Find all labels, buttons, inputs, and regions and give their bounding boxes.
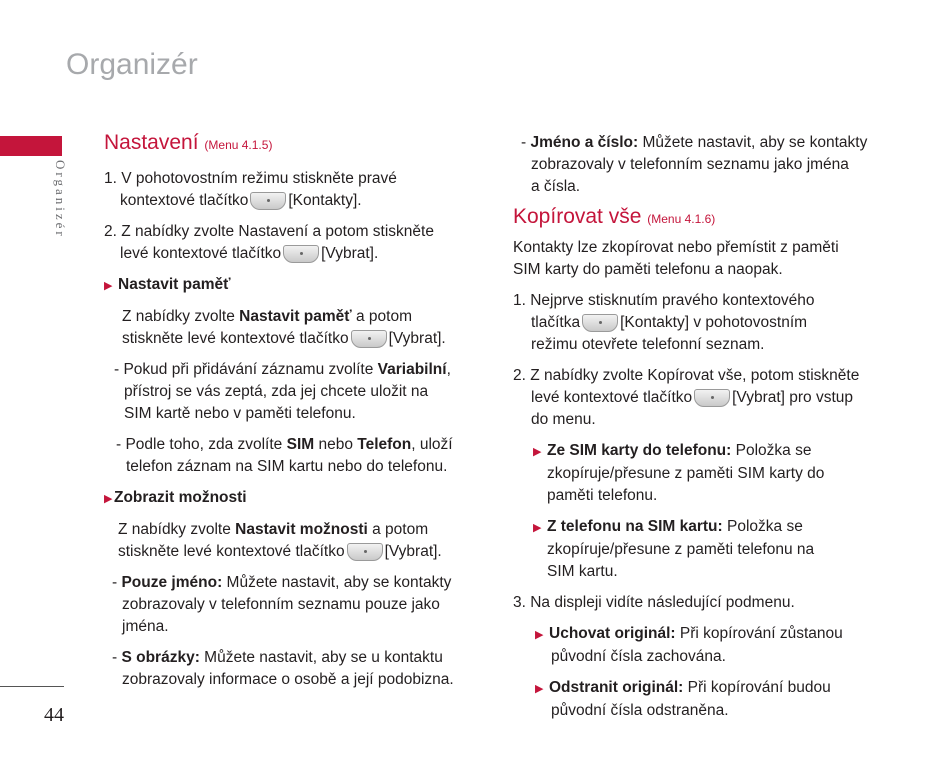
sub-heading xyxy=(104,487,489,510)
step-2: 2. Z nabídky zvolte Kopírovat vše, potom stiskněte xyxy=(513,367,860,384)
text: 2. Z nabídky zvolte Nastavení a potom stiskněte xyxy=(104,223,434,240)
softkey-button-icon xyxy=(694,389,730,407)
text: Při kopírování budou xyxy=(683,679,831,696)
text: Zobrazit možnosti xyxy=(114,489,247,506)
section-heading xyxy=(513,204,893,232)
right-column xyxy=(513,132,893,722)
text: 1. V pohotovostním režimu stiskněte pravé xyxy=(104,170,397,187)
softkey-button-icon xyxy=(347,543,383,561)
step-1-cont: režimu otevřete telefonní seznam. xyxy=(531,336,765,353)
text: Položka se xyxy=(722,518,803,535)
text: Položka se xyxy=(731,442,812,459)
option-item-cont: původní čísla zachována. xyxy=(551,648,726,665)
side-label: Organizér xyxy=(53,160,68,239)
dash-item-cont: zobrazovaly informace o osobě a její podobizna. xyxy=(122,671,454,688)
section-heading xyxy=(104,130,489,158)
text: Telefon xyxy=(357,436,412,453)
text: [Kontakty]. xyxy=(288,192,362,209)
menu-ref: (Menu 4.1.6) xyxy=(647,212,716,226)
paragraph xyxy=(104,306,489,328)
dash-item-cont: zobrazovaly v telefonním seznamu pouze jako xyxy=(122,596,440,613)
step-2-cont xyxy=(104,243,489,265)
paragraph xyxy=(104,541,489,563)
text: a potom xyxy=(367,521,429,538)
dash-item xyxy=(104,359,489,381)
text: Z nabídky zvolte xyxy=(118,521,236,538)
text: levé kontextové tlačítko xyxy=(531,389,693,406)
option-item xyxy=(513,623,893,646)
paragraph: SIM karty do paměti telefonu a naopak. xyxy=(513,261,783,278)
step-3: 3. Na displeji vidíte následující podmenu. xyxy=(513,594,795,611)
text: Můžete nastavit, aby se kontakty xyxy=(222,574,452,591)
triangle-bullet-icon: ▶ xyxy=(533,446,542,458)
text: Můžete nastavit, aby se kontakty xyxy=(638,134,868,151)
text: stiskněte levé kontextové tlačítko xyxy=(118,543,345,560)
option-item-cont: paměti telefonu. xyxy=(547,487,658,504)
text: Můžete nastavit, aby se u kontaktu xyxy=(199,649,443,666)
text: Jméno a číslo: xyxy=(530,134,639,151)
triangle-bullet-icon: ▶ xyxy=(535,629,544,641)
text: levé kontextové tlačítko xyxy=(120,245,282,262)
text: [Kontakty] v pohotovostním xyxy=(620,314,808,331)
text: [Vybrat]. xyxy=(321,245,379,262)
dash-item xyxy=(104,434,489,456)
option-item-cont: původní čísla odstraněna. xyxy=(551,702,729,719)
text: - Podle toho, zda zvolíte xyxy=(116,436,287,453)
softkey-button-icon xyxy=(351,330,387,348)
step-2-cont: do menu. xyxy=(531,411,596,428)
text: Ze SIM karty do telefonu: xyxy=(547,442,732,459)
dash-item-cont: zobrazovaly v telefonním seznamu jako jména xyxy=(531,156,849,173)
text: [Vybrat]. xyxy=(388,330,446,347)
softkey-button-icon xyxy=(582,314,618,332)
option-item xyxy=(513,516,893,539)
step-1: 1. Nejprve stisknutím pravého kontextového xyxy=(513,292,815,309)
paragraph xyxy=(104,328,489,350)
dash-item-cont: SIM kartě nebo v paměti telefonu. xyxy=(124,405,356,422)
text: Při kopírování zůstanou xyxy=(675,625,843,642)
text: nebo xyxy=(314,436,358,453)
text: Pouze jméno: xyxy=(121,574,223,591)
text: stiskněte levé kontextové tlačítko xyxy=(122,330,349,347)
softkey-button-icon xyxy=(250,192,286,210)
text: Nastavit možnosti xyxy=(235,521,368,538)
dash-item: - Jméno a číslo: Můžete nastavit, aby se kontakty xyxy=(521,134,868,151)
text: - Pokud při přidávání záznamu zvolíte xyxy=(114,361,378,378)
menu-ref: (Menu 4.1.5) xyxy=(204,138,273,152)
triangle-bullet-icon: ▶ xyxy=(533,522,542,534)
left-column xyxy=(104,130,489,691)
text: , uloží xyxy=(411,436,453,453)
text: Z nabídky zvolte xyxy=(122,308,240,325)
dash-item-cont: jména. xyxy=(122,618,169,635)
text: a potom xyxy=(351,308,413,325)
option-item xyxy=(513,677,893,700)
paragraph xyxy=(104,519,489,541)
text: tlačítka xyxy=(531,314,581,331)
option-item-cont: zkopíruje/přesune z paměti SIM karty do xyxy=(547,465,825,482)
text: Z telefonu na SIM kartu: xyxy=(547,518,723,535)
triangle-bullet-icon: ▶ xyxy=(535,683,544,695)
text: S obrázky: xyxy=(121,649,200,666)
heading-text: Kopírovat vše xyxy=(513,205,642,228)
dash-item-cont: telefon záznam na SIM kartu nebo do telefonu. xyxy=(126,458,448,475)
text: kontextové tlačítko xyxy=(120,192,249,209)
option-item xyxy=(513,440,893,463)
footer-rule xyxy=(0,686,64,687)
option-item-cont: SIM kartu. xyxy=(547,563,618,580)
triangle-bullet-icon: ▶ xyxy=(104,280,113,292)
step-1 xyxy=(104,168,489,190)
sub-heading xyxy=(104,274,489,297)
text: [Vybrat] pro vstup xyxy=(732,389,854,406)
text: Nastavit paměť xyxy=(239,308,352,325)
step-2-cont xyxy=(513,387,893,409)
text: Uchovat originál: xyxy=(549,625,676,642)
text: Variabilní xyxy=(377,361,447,378)
option-item-cont: zkopíruje/přesune z paměti telefonu na xyxy=(547,541,815,558)
text: [Vybrat]. xyxy=(384,543,442,560)
dash-item-cont: a čísla. xyxy=(531,178,581,195)
page-number: 44 xyxy=(44,704,64,726)
text: SIM xyxy=(286,436,315,453)
text: Odstranit originál: xyxy=(549,679,684,696)
side-tab-marker xyxy=(0,136,62,156)
dash-item: - Pouze jméno: Můžete nastavit, aby se kontakty xyxy=(112,574,452,591)
paragraph: Kontakty lze zkopírovat nebo přemístit z paměti xyxy=(513,239,839,256)
triangle-bullet-icon: ▶ xyxy=(104,493,113,505)
dash-item-cont: přístroj se vás zeptá, zda jej chcete uložit na xyxy=(124,383,429,400)
text: Nastavit paměť xyxy=(118,276,231,293)
step-1-cont xyxy=(104,190,489,212)
step-1-cont xyxy=(513,312,893,334)
dash-item: - S obrázky: Můžete nastavit, aby se u kontaktu xyxy=(112,649,443,666)
step-2 xyxy=(104,221,489,243)
softkey-button-icon xyxy=(283,245,319,263)
text: , xyxy=(446,361,451,378)
chapter-title: Organizér xyxy=(66,48,198,81)
heading-text: Nastavení xyxy=(104,131,199,154)
